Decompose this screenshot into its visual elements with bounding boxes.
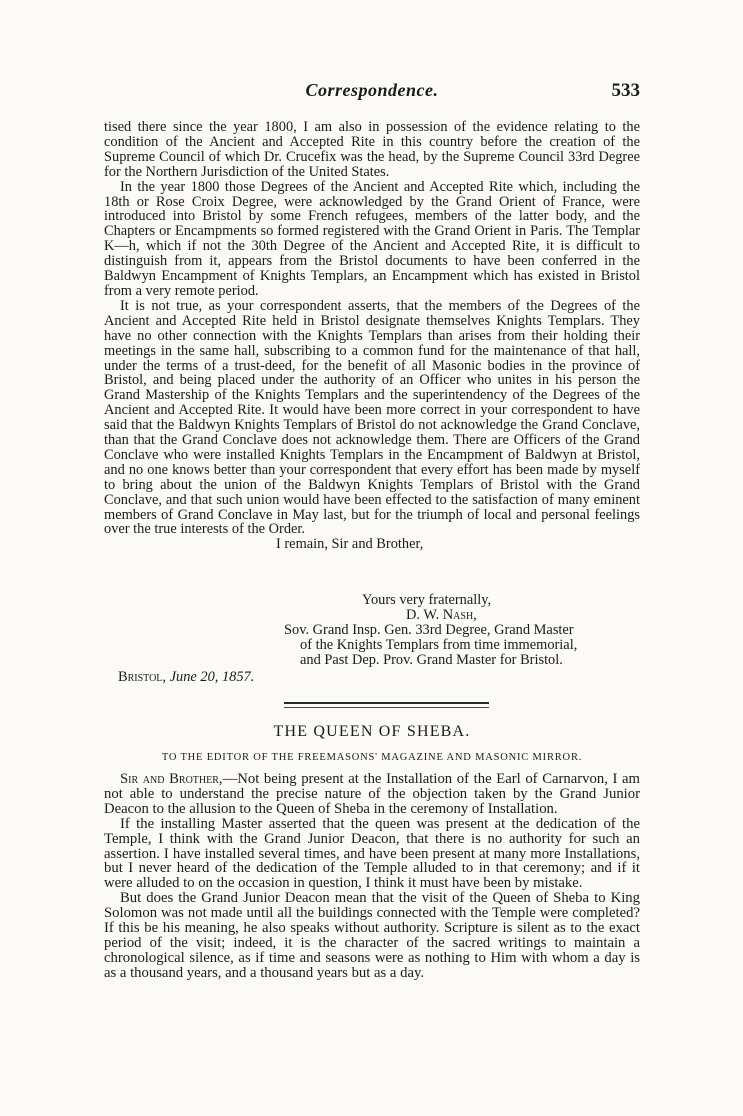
dateline-place: Bristol, [118, 669, 167, 685]
signature-title-line: of the Knights Templars from time immemorial, [300, 637, 578, 653]
signature-title-line: and Past Dep. Prov. Grand Master for Bristol. [300, 652, 563, 668]
page-number: 533 [611, 80, 640, 101]
letter-paragraph: In the year 1800 those Degrees of the Ancient and Accepted Rite which, including the 18th or Rose Croix Degree, were acknowledged by the Grand Orient of France, were introduced into Bristol by some French refugees, members of the latter body, and the Chapters or Encampments so formed registered with the Grand Orient in Paris. The Templar K—h, which if not the 30th Degree of the Ancient and Accepted Rite, it is difficult to distinguish from it, appears from the Bristol documents to have been conferred in the Baldwyn Encampment of Knights Templars, an Encampment which has existed in Bristol from a very remote period. [104, 178, 640, 299]
letter-paragraph: tised there since the year 1800, I am also in possession of the evidence relating to the condition of the Ancient and Accepted Rite in this country before the creation of the Supreme Council of which Dr. Crucefix was the head, by the Supreme Council 33rd Degree for the Northern Jurisdiction of the United States. [104, 119, 640, 180]
signature-title-line: Sov. Grand Insp. Gen. 33rd Degree, Grand Master [284, 622, 574, 638]
closing-remain: I remain, Sir and Brother, [276, 536, 424, 553]
article-paragraph: If the installing Master asserted that the queen was present at the dedication of the Temple, I think with the Grand Junior Deacon, that there is no authority for such an assertion. I have installed several times, and have been present at many more Installations, but I never heard of the dedication of the Temple alluded to in that ceremony; and if it were alluded to on the occasion in question, I think it must have been by mistake. [104, 815, 640, 892]
dateline-date: June 20, 1857. [169, 669, 255, 685]
article-paragraph: But does the Grand Junior Deacon mean that the visit of the Queen of Sheba to King Solomon was not made until all the buildings connected with the Temple were completed? If this be his meaning, he also speaks without authority. Scripture is silent as to the exact period of the visit; indeed, it is the character of the sacred writings to maintain a chronological silence, as if time and seasons were as nothing to Him with whom a day is as a thousand years, and a thousand years but as a day. [104, 890, 640, 981]
article-body [104, 772, 640, 981]
article-subhead: TO THE EDITOR OF THE FREEMASONS' MAGAZINE AND MASONIC MIRROR. [161, 752, 583, 763]
section-divider [284, 702, 489, 704]
signoff-line [104, 537, 640, 552]
running-title: Correspondence. [305, 80, 439, 100]
salutation: Sir and Brother, [120, 771, 223, 787]
letter-body [104, 120, 640, 552]
section-divider-thin [284, 707, 489, 708]
dateline [118, 670, 254, 685]
article-paragraph-text: —Not being present at the Installation of the Earl of Carnarvon, I am not able to understand the precise nature of the objection taken by the Grand Junior Deacon to the allusion to the Queen of Sheba in the ceremony of Installation. [104, 771, 640, 817]
article-title: THE QUEEN OF SHEBA. [273, 723, 471, 740]
signature-name: D. W. Nash, [406, 607, 477, 623]
page-header [104, 80, 640, 104]
letter-paragraph: It is not true, as your correspondent asserts, that the members of the Degrees of the Ancient and Accepted Rite held in Bristol designate themselves Knights Templars. They have no other connection with the Knights Templars than arises from their holding their meetings in the same hall, subscribing to a common fund for the maintenance of that hall, under the terms of a trust-deed, for the benefit of all Masonic bodies in the province of Bristol, and being placed under the authority of an Officer who unites in his person the Grand Mastership of the Knights Templars and the superintendency of the Degrees of the Ancient and Accepted Rite. It would have been more correct in your correspondent to have said that the Baldwyn Knights Templars of Bristol do not acknowledge the Grand Conclave, than that the Grand Conclave does not acknowledge them. There are Officers of the Grand Conclave who were installed Knights Templars in the Encampment of Baldwyn at Bristol, and no one knows better than your correspondent that every effort has been made by myself to bring about the union of the Baldwyn Knights Templars of Bristol with the Grand Conclave, and that such union would have been effected to the satisfaction of many eminent members of Grand Conclave in May last, but for the triumph of local and personal feelings over the true interests of the Order. [104, 297, 640, 538]
closing-yours: Yours very fraternally, [362, 592, 492, 608]
article-paragraph [104, 772, 640, 817]
